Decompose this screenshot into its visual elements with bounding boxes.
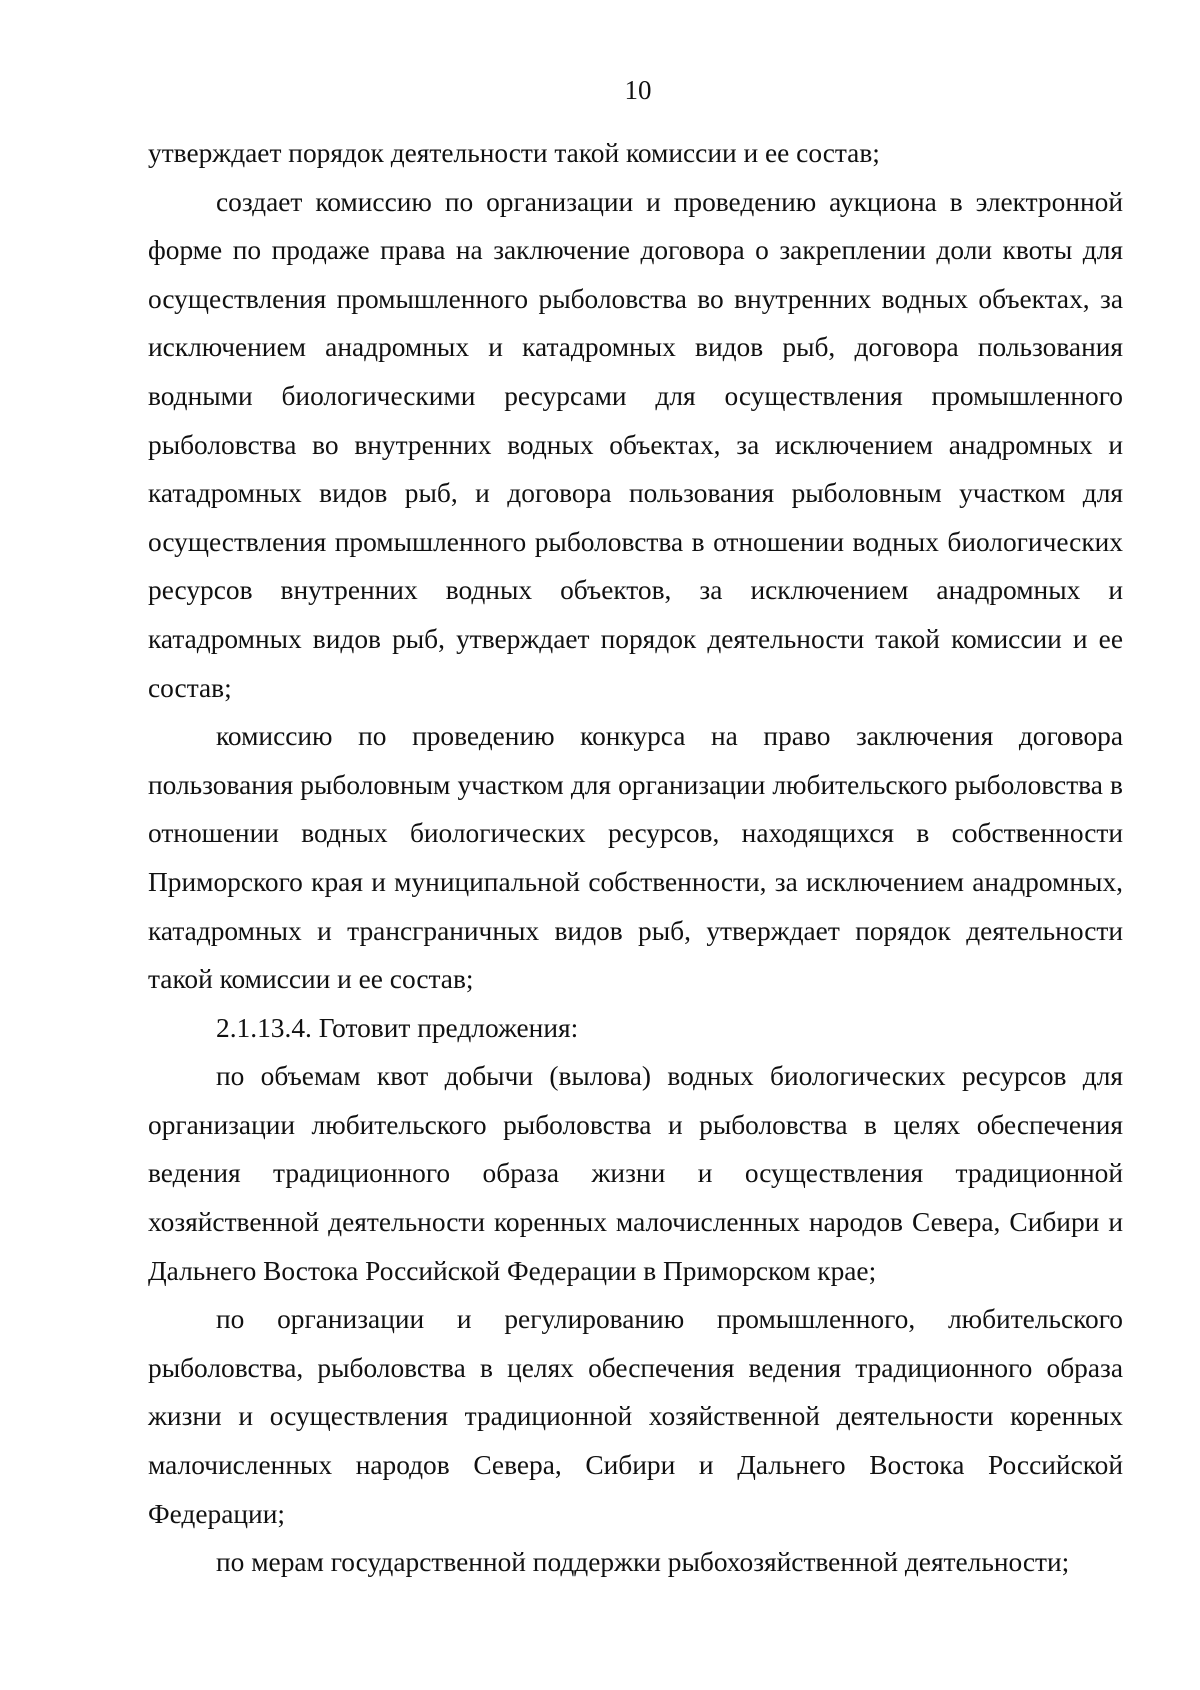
paragraph-contest-commission: комиссию по проведению конкурса на право заключения договора пользования рыболовным участком для организации любительского рыболовства в отношении водных биологических ресурсов, находящихся в собственности Приморского края и муниципальной собственности, за исключением анадромных, катадромных и трансграничных видов рыб, утверждает порядок деятельности такой комиссии и ее состав;	[148, 721, 1123, 995]
document-body	[148, 129, 1123, 1587]
paragraph-continuation: утверждает порядок деятельности такой комиссии и ее состав;	[148, 138, 880, 168]
page-number: 10	[624, 75, 652, 105]
paragraph-auction-commission: создает комиссию по организации и проведению аукциона в электронной форме по продаже права на заключение договора о закреплении доли квоты для осуществления промышленного рыболовства во внутренних водных объектах, за исключением анадромных и катадромных видов рыб, договора пользования водными биологическими ресурсами для осуществления промышленного рыболовства во внутренних водных объектах, за исключением анадромных и катадромных видов рыб, и договора пользования рыболовным участком для осуществления промышленного рыболовства в отношении водных биологических ресурсов внутренних водных объектов, за исключением анадромных и катадромных видов рыб, утверждает порядок деятельности такой комиссии и ее состав;	[148, 186, 1123, 703]
paragraph-state-support: по мерам государственной поддержки рыбохозяйственной деятельности;	[216, 1547, 1070, 1578]
section-heading: 2.1.13.4. Готовит предложения:	[216, 1012, 579, 1043]
paragraph-quota-proposals: по объемам квот добычи (вылова) водных биологических ресурсов для организации любительского рыболовства и рыболовства в целях обеспечения ведения традиционного образа жизни и осуществления традиционной хозяйственной деятельности коренных малочисленных народов Севера, Сибири и Дальнего Востока Российской Федерации в Приморском крае;	[148, 1061, 1123, 1286]
paragraph-fishing-regulation: по организации и регулированию промышленного, любительского рыболовства, рыболовства в целях обеспечения ведения традиционного образа жизни и осуществления традиционной хозяйственной деятельности коренных малочисленных народов Севера, Сибири и Дальнего Востока Российской Федерации;	[148, 1304, 1123, 1529]
